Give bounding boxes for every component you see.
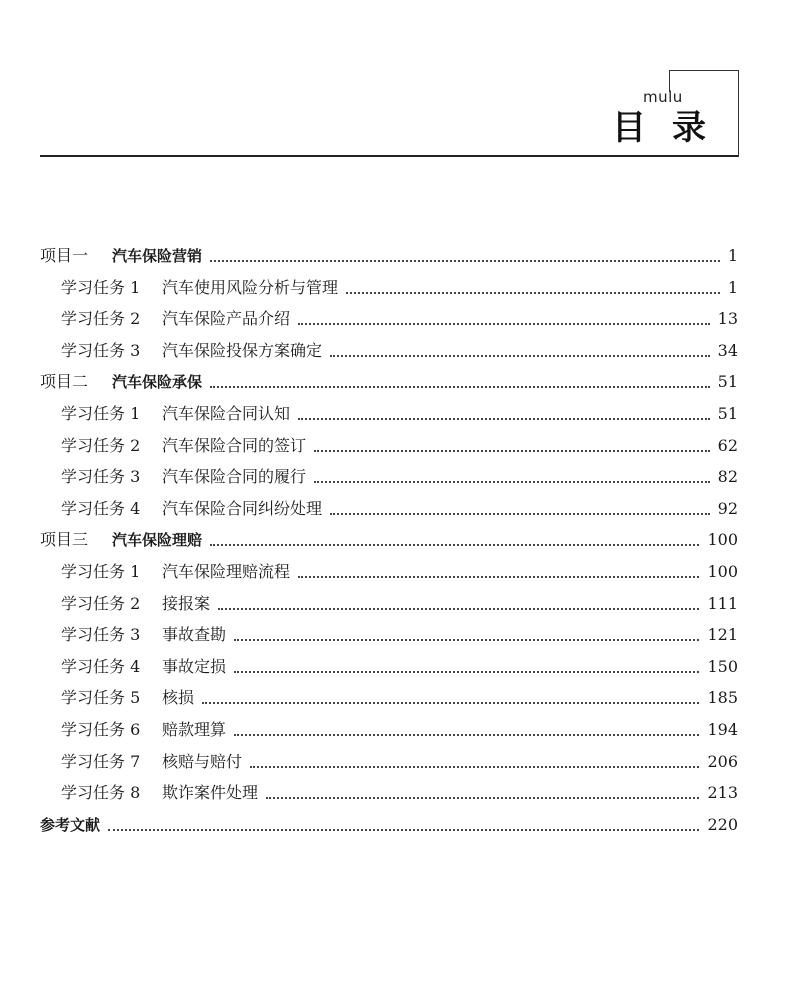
toc-page-number: 111: [707, 594, 738, 613]
toc-entry-title: 赔款理算: [162, 720, 227, 739]
toc-dot-leader: [234, 671, 699, 673]
page-header: [0, 0, 790, 170]
toc-section-row[interactable]: [40, 242, 738, 266]
toc-entry-number: 学习任务 3: [61, 625, 141, 644]
toc-entry-title: 汽车保险合同的签订: [162, 436, 307, 455]
toc-entry-number: 项目三: [40, 530, 89, 549]
toc-page-number: 62: [717, 436, 738, 455]
toc-page-number: 1: [727, 246, 738, 265]
toc-entry-number: 学习任务 1: [61, 562, 141, 581]
toc-page-number: 100: [707, 530, 738, 549]
toc-page-number: 220: [707, 815, 738, 834]
toc-dot-leader: [108, 829, 699, 831]
toc-page-number: 34: [717, 341, 738, 360]
toc-task-row[interactable]: [61, 463, 738, 487]
toc-page-number: 13: [717, 309, 738, 328]
toc-task-row[interactable]: [61, 748, 738, 772]
toc-section-row[interactable]: [40, 368, 738, 392]
toc-entry-number: 学习任务 3: [61, 467, 141, 486]
toc-entry-title: 汽车保险理赔流程: [162, 562, 291, 581]
toc-entry-title: 汽车保险产品介绍: [162, 309, 291, 328]
toc-dot-leader: [330, 355, 710, 357]
toc-task-row[interactable]: [61, 337, 738, 361]
toc-entry-title: 汽车保险合同纠纷处理: [162, 499, 323, 518]
toc-entry-number: 学习任务 5: [61, 688, 141, 707]
toc-dot-leader: [202, 702, 699, 704]
toc-entry-title: 接报案: [162, 594, 211, 613]
header-rule: [40, 155, 738, 157]
toc-dot-leader: [210, 260, 720, 262]
toc-entry-number: 项目二: [40, 372, 89, 391]
toc-page-number: 150: [707, 657, 738, 676]
toc-entry-title: 事故查勘: [162, 625, 227, 644]
toc-task-row[interactable]: [61, 400, 738, 424]
toc-task-row[interactable]: [61, 305, 738, 329]
toc-task-row[interactable]: [61, 274, 738, 298]
toc-task-row[interactable]: [61, 621, 738, 645]
toc-entry-number: 学习任务 2: [61, 436, 141, 455]
toc-dot-leader: [298, 576, 699, 578]
toc-entry-title: 汽车保险承保: [112, 373, 203, 391]
toc-entry-title: 核损: [162, 688, 195, 707]
toc-dot-leader: [234, 734, 699, 736]
toc-dot-leader: [210, 386, 710, 388]
toc-task-row[interactable]: [61, 684, 738, 708]
toc-dot-leader: [210, 544, 699, 546]
toc-entry-title: 汽车保险营销: [112, 247, 203, 265]
toc-page-number: 121: [707, 625, 738, 644]
toc-page-number: 194: [707, 720, 738, 739]
toc-dot-leader: [250, 766, 699, 768]
toc-dot-leader: [266, 797, 699, 799]
toc-entry-number: 学习任务 6: [61, 720, 141, 739]
toc-task-row[interactable]: [61, 653, 738, 677]
toc-entry-title: 汽车使用风险分析与管理: [162, 278, 339, 297]
toc-page-number: 51: [717, 372, 738, 391]
toc-entry-title: 欺诈案件处理: [162, 783, 259, 802]
toc-page-number: 185: [707, 688, 738, 707]
toc-entry-title: 事故定损: [162, 657, 227, 676]
header-bracket-top: [669, 70, 738, 71]
toc-dot-leader: [234, 639, 699, 641]
toc-entry-title: 汽车保险合同的履行: [162, 467, 307, 486]
toc-entry-number: 项目一: [40, 246, 89, 265]
toc-dot-leader: [314, 481, 710, 483]
toc-entry-title: 参考文献: [40, 816, 101, 834]
toc-dot-leader: [218, 608, 699, 610]
toc-entry-number: 学习任务 8: [61, 783, 141, 802]
toc-entry-title: 汽车保险投保方案确定: [162, 341, 323, 360]
toc-entry-number: 学习任务 3: [61, 341, 141, 360]
toc-entry-title: 汽车保险合同认知: [162, 404, 291, 423]
toc-page-number: 92: [717, 499, 738, 518]
toc-task-row[interactable]: [61, 716, 738, 740]
toc-dot-leader: [298, 323, 710, 325]
toc-section-row[interactable]: [40, 811, 738, 835]
toc-entry-number: 学习任务 4: [61, 657, 141, 676]
toc-entry-number: 学习任务 7: [61, 752, 141, 771]
toc-task-row[interactable]: [61, 432, 738, 456]
toc-task-row[interactable]: [61, 495, 738, 519]
header-pinyin: mulu: [643, 88, 683, 106]
page-title: 目录: [612, 108, 732, 148]
toc-entry-number: 学习任务 4: [61, 499, 141, 518]
toc-entry-number: 学习任务 1: [61, 278, 141, 297]
toc-dot-leader: [346, 292, 720, 294]
toc-entry-title: 汽车保险理赔: [112, 531, 203, 549]
toc-page-number: 1: [727, 278, 738, 297]
toc-entry-number: 学习任务 2: [61, 594, 141, 613]
toc-entry-number: 学习任务 2: [61, 309, 141, 328]
toc-section-row[interactable]: [40, 526, 738, 550]
toc-page-number: 206: [707, 752, 738, 771]
toc-dot-leader: [298, 418, 710, 420]
toc-dot-leader: [330, 513, 710, 515]
header-bracket-right: [738, 70, 739, 157]
toc-task-row[interactable]: [61, 779, 738, 803]
toc-page-number: 82: [717, 467, 738, 486]
toc-dot-leader: [314, 450, 710, 452]
toc-page-number: 51: [717, 404, 738, 423]
toc-entry-title: 核赔与赔付: [162, 752, 243, 771]
toc-page-number: 100: [707, 562, 738, 581]
toc-entry-number: 学习任务 1: [61, 404, 141, 423]
toc-page-number: 213: [707, 783, 738, 802]
toc-task-row[interactable]: [61, 590, 738, 614]
toc-task-row[interactable]: [61, 558, 738, 582]
